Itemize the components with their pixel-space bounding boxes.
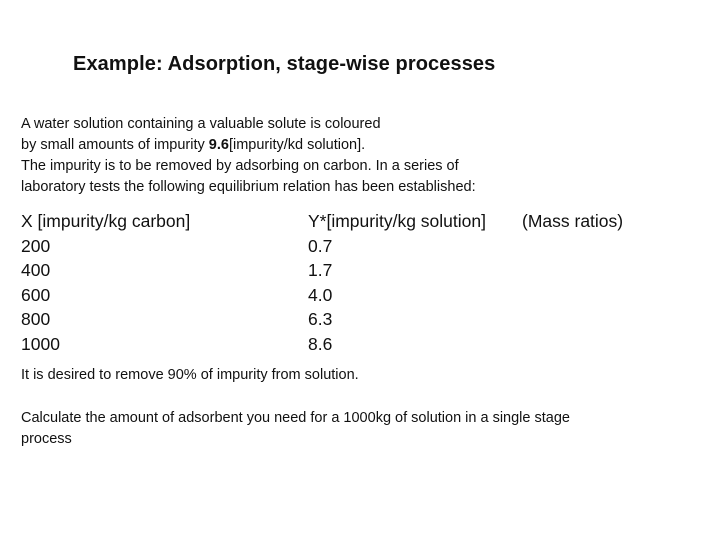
task-line-2: process <box>21 431 72 447</box>
task-line-1: Calculate the amount of adsorbent you need for a 1000kg of solution in a single stage <box>21 410 570 426</box>
y-value: 4.0 <box>308 284 333 305</box>
statement-line-4: laboratory tests the following equilibrium relation has been established: <box>21 179 476 195</box>
removal-goal: It is desired to remove 90% of impurity from solution. <box>21 367 359 383</box>
y-value: 1.7 <box>308 260 333 280</box>
y-value: 0.7 <box>308 235 333 256</box>
x-value: 800 <box>21 309 51 329</box>
statement-line-2 <box>21 135 621 156</box>
mass-ratio-note: (Mass ratios) <box>522 211 624 231</box>
statement-line-3: The impurity is to be removed by adsorbing on carbon. In a series of <box>21 158 459 174</box>
problem-statement <box>21 114 621 198</box>
statement-line-2-start: by small amounts of impurity <box>21 137 209 153</box>
slide-title: Example: Adsorption, stage-wise processes <box>73 53 496 75</box>
y-header: Y*[impurity/kg solution] <box>308 211 486 231</box>
y-column <box>308 209 486 356</box>
x-value: 400 <box>21 260 51 280</box>
y-value: 8.6 <box>308 333 333 354</box>
x-column <box>21 209 190 356</box>
statement-line-2-end: [impurity/kd solution]. <box>228 137 366 153</box>
x-value: 200 <box>21 235 51 256</box>
y-value: 6.3 <box>308 309 333 329</box>
statement-line-1: A water solution containing a valuable solute is coloured <box>21 116 381 132</box>
impurity-amount: 9.6 <box>208 137 229 153</box>
task-statement <box>21 408 681 450</box>
x-value: 600 <box>21 284 51 305</box>
x-header: X [impurity/kg carbon] <box>21 211 191 231</box>
x-value: 1000 <box>21 333 60 354</box>
